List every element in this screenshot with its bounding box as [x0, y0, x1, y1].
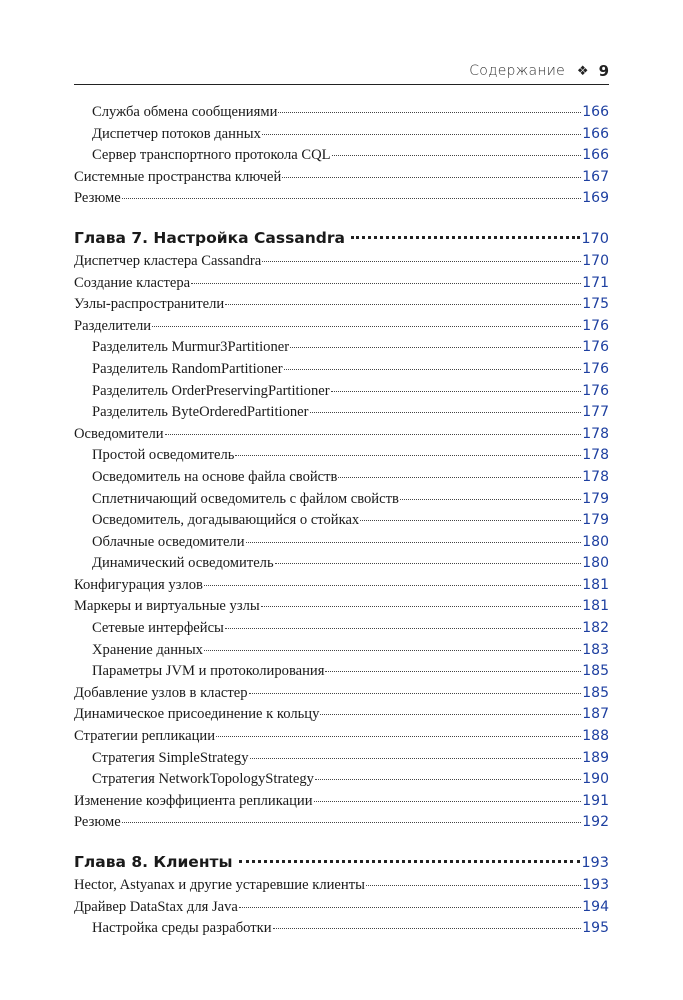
toc-entry-title: Динамическое присоединение к кольцу [74, 706, 320, 723]
toc-entry-title: Разделитель Murmur3Partitioner [92, 339, 290, 356]
toc-entry-row[interactable] [74, 424, 609, 446]
toc-entry-row[interactable] [74, 124, 609, 146]
toc-leader-dots [310, 412, 582, 413]
toc-entry-row[interactable] [74, 381, 609, 403]
toc-leader-dots [261, 606, 582, 607]
toc-page-link[interactable]: 191 [582, 792, 609, 809]
toc-entry-title: Осведомитель на основе файла свойств [92, 468, 338, 485]
toc-entry-title: Сплетничающий осведомитель с файлом свойств [92, 490, 399, 507]
toc-leader-dots [331, 391, 582, 392]
toc-entry-title: Стратегии репликации [74, 728, 216, 745]
toc-leader-dots [351, 236, 580, 239]
toc-page-link[interactable]: 185 [582, 663, 609, 680]
toc-leader-dots [332, 155, 582, 156]
toc-entry-row[interactable] [74, 596, 609, 618]
toc-page-link[interactable]: 179 [582, 490, 609, 507]
toc-leader-dots [320, 714, 581, 715]
toc-page-link[interactable]: 179 [582, 512, 609, 529]
toc-entry-title: Глава 7. Настройка Cassandra [74, 228, 345, 247]
toc-page-link[interactable]: 193 [582, 877, 609, 893]
toc-page-link[interactable]: 193 [581, 855, 609, 871]
toc-entry-title: Системные пространства ключей [74, 168, 282, 185]
toc-leader-dots [262, 134, 581, 135]
toc-entry-title: Разделитель RandomPartitioner [92, 360, 283, 377]
toc-page-link[interactable]: 176 [582, 339, 609, 356]
toc-page-link[interactable]: 195 [582, 920, 609, 937]
toc-entry-title: Диспетчер потоков данных [92, 125, 261, 142]
toc-page-link[interactable]: 181 [582, 598, 609, 615]
toc-page-link[interactable]: 178 [582, 425, 609, 442]
toc-entry-row[interactable] [74, 748, 609, 770]
toc-entry-row[interactable] [74, 251, 609, 273]
toc-leader-dots [360, 520, 581, 521]
toc-page-link[interactable]: 181 [582, 576, 609, 593]
toc-page-link[interactable]: 166 [582, 147, 609, 164]
toc-page-link[interactable]: 192 [582, 814, 609, 831]
toc-leader-dots [122, 198, 581, 199]
toc-page-link[interactable]: 170 [582, 252, 609, 269]
toc-entry-row[interactable] [74, 489, 609, 511]
toc-entry-row[interactable] [74, 918, 609, 940]
toc-leader-dots [275, 563, 582, 564]
toc-page-link[interactable]: 194 [582, 898, 609, 915]
toc-entry-row[interactable] [74, 359, 609, 381]
toc-page-link[interactable]: 171 [582, 274, 609, 291]
toc-entry-row[interactable] [74, 273, 609, 295]
toc-entry-row[interactable] [74, 294, 609, 316]
toc-leader-dots [204, 585, 581, 586]
table-of-contents [74, 102, 609, 940]
toc-page-link[interactable]: 190 [582, 771, 609, 788]
toc-entry-title: Сервер транспортного протокола CQL [92, 147, 331, 164]
toc-entry-title: Параметры JVM и протоколирования [92, 663, 325, 680]
toc-leader-dots [246, 542, 582, 543]
toc-leader-dots [122, 822, 581, 823]
toc-leader-dots [225, 628, 581, 629]
toc-page-link[interactable]: 176 [582, 360, 609, 377]
toc-entry-title: Динамический осведомитель [92, 555, 274, 572]
toc-entry-row[interactable] [74, 553, 609, 575]
page-number: 9 [598, 62, 609, 80]
toc-entry-title: Резюме [74, 814, 121, 831]
toc-page-link[interactable]: 189 [582, 749, 609, 766]
toc-page-link[interactable]: 187 [582, 706, 609, 723]
toc-leader-dots [235, 455, 581, 456]
page-header [74, 58, 609, 85]
toc-page-link[interactable]: 178 [582, 447, 609, 464]
toc-entry-title: Настройка среды разработки [92, 920, 272, 937]
toc-entry-title: Изменение коэффициента репликации [74, 792, 313, 809]
toc-chapter-row[interactable] [74, 850, 609, 874]
toc-leader-dots [273, 928, 582, 929]
toc-leader-dots [400, 499, 581, 500]
toc-chapter-row[interactable] [74, 226, 609, 250]
toc-leader-dots [366, 885, 581, 886]
toc-leader-dots [239, 907, 581, 908]
toc-page-link[interactable]: 183 [582, 641, 609, 658]
toc-entry-row[interactable] [74, 618, 609, 640]
toc-page-link[interactable]: 166 [582, 125, 609, 142]
toc-page-link[interactable]: 180 [582, 555, 609, 572]
toc-entry-title: Разделитель OrderPreservingPartitioner [92, 382, 330, 399]
toc-entry-title: Простой осведомитель [92, 447, 235, 464]
toc-page-link[interactable]: 188 [582, 728, 609, 745]
toc-entry-title: Стратегия NetworkTopologyStrategy [92, 771, 314, 788]
toc-entry-title: Создание кластера [74, 274, 191, 291]
toc-entry-title: Облачные осведомители [92, 533, 245, 550]
toc-entry-row[interactable] [74, 640, 609, 662]
toc-entry-row[interactable] [74, 661, 609, 683]
toc-leader-dots [284, 369, 582, 370]
toc-entry-row[interactable] [74, 102, 609, 124]
toc-page-link[interactable]: 185 [582, 684, 609, 701]
running-title: Содержание [469, 63, 565, 79]
toc-page-link[interactable]: 169 [582, 190, 609, 207]
toc-leader-dots [239, 860, 581, 863]
toc-leader-dots [249, 693, 582, 694]
toc-page-link[interactable]: 175 [582, 296, 609, 313]
toc-entry-row[interactable] [74, 188, 609, 210]
toc-entry-title: Разделители [74, 317, 152, 334]
toc-entry-row[interactable] [74, 791, 609, 813]
toc-entry-row[interactable] [74, 769, 609, 791]
toc-entry-row[interactable] [74, 145, 609, 167]
toc-entry-title: Резюме [74, 190, 121, 207]
toc-entry-row[interactable] [74, 445, 609, 467]
toc-leader-dots [204, 650, 581, 651]
toc-entry-title: Сетевые интерфейсы [92, 620, 224, 637]
toc-entry-title: Глава 8. Клиенты [74, 853, 233, 871]
toc-entry-row[interactable] [74, 510, 609, 532]
toc-leader-dots [216, 736, 581, 737]
toc-entry-title: Служба обмена сообщениями [92, 104, 278, 120]
toc-leader-dots [278, 112, 581, 113]
toc-entry-row[interactable] [74, 726, 609, 748]
toc-entry-row[interactable] [74, 316, 609, 338]
toc-page-link[interactable]: 180 [582, 533, 609, 550]
toc-leader-dots [290, 347, 581, 348]
toc-page-link[interactable]: 170 [581, 230, 609, 247]
toc-entry-row[interactable] [74, 704, 609, 726]
toc-leader-dots [315, 779, 581, 780]
toc-entry-row[interactable] [74, 467, 609, 489]
toc-page-link[interactable]: 167 [582, 168, 609, 185]
toc-page-link[interactable]: 176 [582, 317, 609, 334]
toc-leader-dots [314, 801, 582, 802]
toc-leader-dots [325, 671, 581, 672]
toc-entry-row[interactable] [74, 875, 609, 897]
toc-entry-title: Осведомители [74, 425, 164, 442]
toc-entry-title: Хранение данных [92, 641, 203, 658]
toc-page-link[interactable]: 182 [582, 620, 609, 637]
toc-entry-row[interactable] [74, 812, 609, 834]
toc-leader-dots [338, 477, 581, 478]
toc-page-link[interactable]: 177 [582, 404, 609, 421]
toc-entry-title: Узлы-распространители [74, 296, 225, 313]
toc-entry-title: Конфигурация узлов [74, 576, 203, 593]
toc-leader-dots [282, 177, 581, 178]
toc-leader-dots [250, 758, 582, 759]
toc-entry-title: Диспетчер кластера Cassandra [74, 252, 262, 269]
toc-entry-title: Осведомитель, догадывающийся о стойках [92, 512, 360, 529]
toc-entry-row[interactable] [74, 337, 609, 359]
toc-entry-row[interactable] [74, 532, 609, 554]
diamond-ornament-icon: ❖ [576, 63, 589, 79]
toc-entry-row[interactable] [74, 167, 609, 189]
toc-leader-dots [191, 283, 581, 284]
toc-entry-row[interactable] [74, 402, 609, 424]
toc-page-link[interactable]: 178 [582, 468, 609, 485]
toc-entry-title: Маркеры и виртуальные узлы [74, 598, 260, 615]
toc-entry-title: Добавление узлов в кластер [74, 684, 248, 701]
toc-leader-dots [262, 261, 581, 262]
toc-leader-dots [165, 434, 582, 435]
toc-page-link[interactable]: 166 [582, 104, 609, 120]
toc-entry-title: Разделитель ByteOrderedPartitioner [92, 404, 309, 421]
toc-entry-row[interactable] [74, 575, 609, 597]
toc-page-link[interactable]: 176 [582, 382, 609, 399]
toc-entry-title: Драйвер DataStax для Java [74, 898, 238, 915]
toc-entry-row[interactable] [74, 897, 609, 919]
toc-entry-title: Стратегия SimpleStrategy [92, 749, 249, 766]
toc-entry-title: Hector, Astyanax и другие устаревшие клиенты [74, 877, 365, 893]
toc-entry-row[interactable] [74, 683, 609, 705]
toc-leader-dots [152, 326, 581, 327]
toc-leader-dots [225, 304, 581, 305]
